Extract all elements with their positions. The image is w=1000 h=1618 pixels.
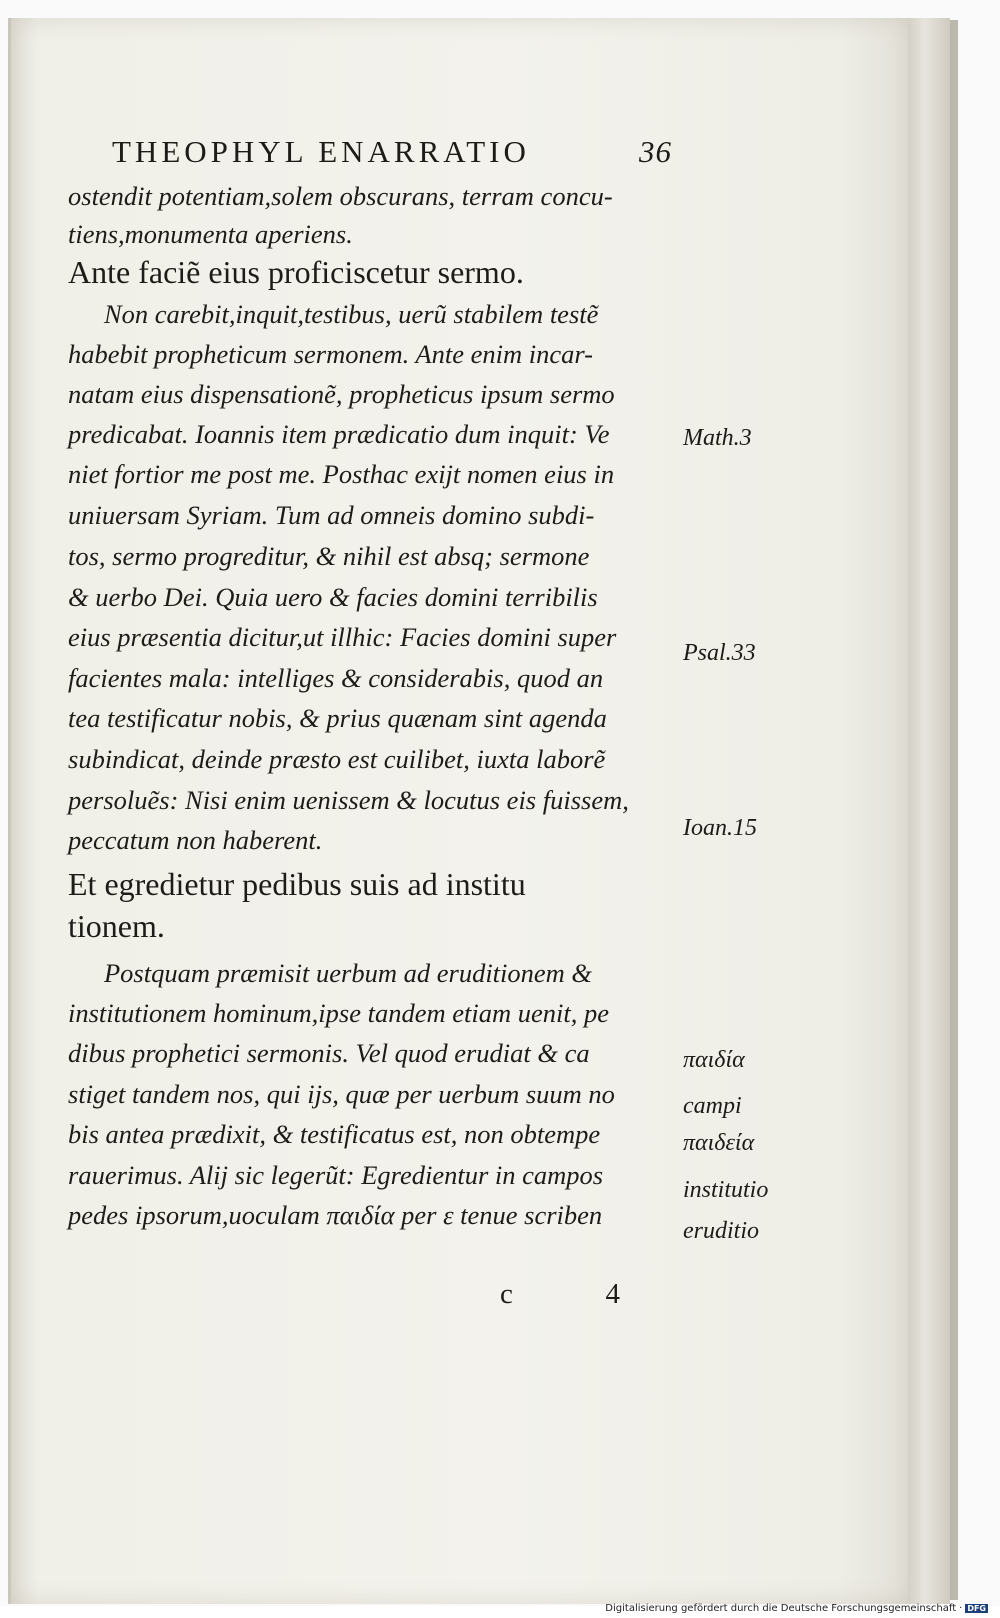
signature-letter: c: [500, 1278, 513, 1310]
text-line: institutionem hominum,ipse tandem etiam uenit, pe: [68, 998, 609, 1028]
text-line: subindicat, deinde præsto est cuilibet, iuxta laborẽ: [68, 744, 606, 774]
funding-credit: Digitalisierung gefördert durch die Deutsche Forschungsgemeinschaft · DFG: [605, 1603, 986, 1614]
margin-note: campi: [683, 1093, 742, 1119]
text-line: persoluẽs: Nisi enim uenissem & locutus eis fuissem,: [68, 785, 629, 815]
text-line: eius præsentia dicitur,ut illhic: Facies domini super: [68, 622, 617, 652]
section-heading: Ante faciẽ eius proficiscetur sermo.: [68, 254, 524, 290]
margin-note: institutio: [683, 1177, 769, 1203]
text-line: facientes mala: intelliges & considerabis, quod an: [68, 663, 604, 693]
text-line: uniuersam Syriam. Tum ad omneis domino subdi-: [68, 500, 595, 530]
margin-note: Psal.33: [683, 640, 756, 666]
text-line: pedes ipsorum,uoculam παιδία per ε tenue scriben: [68, 1200, 603, 1230]
page-edge: [908, 18, 950, 1604]
margin-note: eruditio: [683, 1218, 759, 1244]
text-line: natam eius dispensationẽ, propheticus ipsum sermo: [68, 379, 615, 409]
signature-number: 4: [605, 1278, 620, 1310]
margin-note: Ioan.15: [683, 815, 757, 841]
text-line: stiget tandem nos, qui ijs, quæ per uerbum suum no: [68, 1079, 615, 1109]
text-line: ostendit potentiam,solem obscurans, terram concu-: [68, 181, 613, 211]
text-line: dibus prophetici sermonis. Vel quod erudiat & ca: [68, 1038, 590, 1068]
text-line: tos, sermo progreditur, & nihil est absq; sermone: [68, 541, 590, 571]
text-line: predicabat. Ioannis item prædicatio dum inquit: Ve: [68, 419, 610, 449]
running-title: THEOPHYL ENARRATIO: [112, 134, 530, 169]
dfg-logo-icon: DFG: [967, 1604, 986, 1613]
credit-text: Digitalisierung gefördert durch die Deutsche Forschungsgemeinschaft: [605, 1603, 957, 1614]
margin-note: παιδία: [683, 1047, 745, 1073]
text-line: habebit propheticum sermonem. Ante enim incar-: [68, 339, 593, 369]
text-line: tiens,monumenta aperiens.: [68, 219, 353, 249]
section-heading: Et egredietur pedibus suis ad institu: [68, 866, 526, 902]
text-line: peccatum non haberent.: [68, 825, 323, 855]
text-line: bis antea prædixit, & testificatus est, non obtempe: [68, 1119, 601, 1149]
text-line: Postquam præmisit uerbum ad eruditionem &: [104, 958, 593, 988]
margin-note: Math.3: [683, 425, 752, 451]
text-line: niet fortior me post me. Posthac exijt nomen eius in: [68, 459, 615, 489]
text-line: Non carebit,inquit,testibus, uerũ stabilem testẽ: [104, 299, 599, 329]
folio-number: 36: [639, 134, 672, 169]
signature-mark: [500, 1278, 620, 1311]
text-line: & uerbo Dei. Quia uero & facies domini terribilis: [68, 582, 598, 612]
text-line: tea testificatur nobis, & prius quænam sint agenda: [68, 703, 607, 733]
margin-note: παιδεία: [683, 1130, 755, 1156]
text-line: rauerimus. Alij sic legerũt: Egredientur in campos: [68, 1160, 604, 1190]
running-header: [112, 134, 672, 174]
section-heading: tionem.: [68, 908, 165, 944]
page-shadow: [950, 20, 958, 1600]
